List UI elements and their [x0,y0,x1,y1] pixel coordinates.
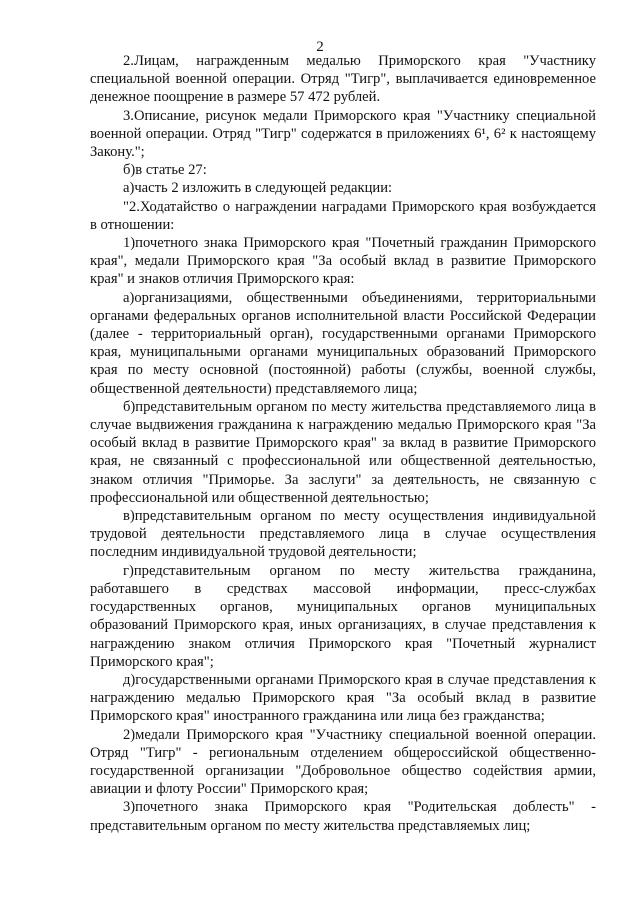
paragraph-article-27-header: б)в статье 27: [123,162,207,179]
paragraph-part-2-intro: а)часть 2 изложить в следующей редакции: [123,180,393,197]
document-body [90,52,600,835]
paragraph-3-medal-description: 3.Описание, рисунок медали Приморского края "Участнику специальной военной операции. Отряд "Тигр" содержатся в приложениях 6¹, 6² к настоящему Закону."; [90,107,600,161]
page-number: 2 [316,39,324,55]
paragraph-item-3: 3)почетного знака Приморского края "Родительская доблесть" - представительным органом по месту жительства представляемых лиц; [90,799,600,834]
paragraph-2-lump-sum-payment: 2.Лицам, награжденным медалью Приморского края "Участнику специальной военной операции. Отряд "Тигр", выплачивается единовременное денежное поощрение в размере 57 472 рублей. [90,53,600,106]
paragraph-item-1: 1)почетного знака Приморского края "Почетный гражданин Приморского края", медали Приморского края "За особый вклад в развитие Приморского края" и знаков отличия Приморского края: [90,235,600,288]
paragraph-item-1b: б)представительным органом по месту жительства представляемого лица в случае выдвижения гражданина к награждению медалью Приморского края "За особый вклад в развитие Приморского края" за вклад в развитие Приморского края, не связанный с профессиональной или общественной деятельностью, знаком отличия "Приморье. За заслуги" за деятельность, не связанную с профессиональной или общественной деятельностью; [90,398,600,506]
paragraph-item-1a: а)организациями, общественными объединениями, территориальными органами федеральных органов исполнительной власти Российской Федерации (далее - территориальный орган), государственными органами Приморского края, муниципальными органами муниципальных образований Приморского края по месту основной (постоянной) работы (службы, военной службы, общественной деятельности) представляемого лица; [90,289,600,397]
paragraph-petition-intro: "2.Ходатайство о награждении наградами Приморского края возбуждается в отношении: [90,198,600,233]
paragraph-item-1v: в)представительным органом по месту осуществления индивидуальной трудовой деятельности представляемого лица в случае осуществления последним индивидуальной трудовой деятельности; [90,508,600,561]
paragraph-item-2: 2)медали Приморского края "Участнику специальной военной операции. Отряд "Тигр" - региональным отделением общероссийской общественно-государственной организации "Добровольное общество содействия армии, авиации и флоту России" Приморского края; [90,726,600,798]
paragraph-item-1g: г)представительным органом по месту жительства гражданина, работавшего в средствах массовой информации, пресс-службах государственных органов, муниципальных органов муниципальных образований Приморского края, иных организациях, в случае представления к награждению знаком отличия Приморского края "Почетный журналист Приморского края"; [90,562,600,670]
paragraph-item-1d: д)государственными органами Приморского края в случае представления к награждению медалью Приморского края "За особый вклад в развитие Приморского края" иностранного гражданина или лица без гражданства; [90,671,600,725]
